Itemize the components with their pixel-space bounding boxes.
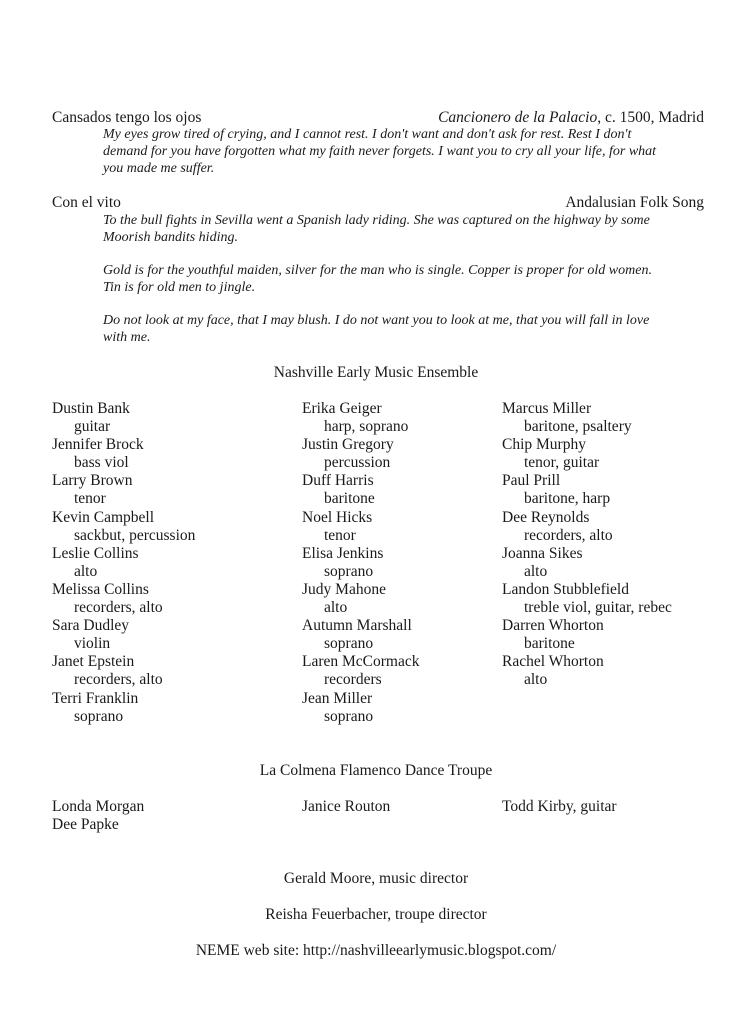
member-entry [52, 617, 195, 653]
member-role: baritone, psaltery [524, 418, 632, 435]
member-name: Jennifer Brock [52, 436, 144, 454]
ensemble-title: Nashville Early Music Ensemble [273, 364, 479, 381]
troupe-member: Janice Routon [302, 798, 391, 815]
member-role: alto [524, 562, 548, 580]
member-name: Sara Dudley [52, 617, 130, 635]
member-name: Leslie Collins [52, 544, 139, 562]
member-entry [302, 400, 420, 436]
member-role: soprano [324, 562, 374, 580]
member-entry [502, 653, 672, 689]
member-entry [52, 472, 195, 508]
member-entry [52, 690, 195, 726]
member-name: Joanna Sikes [502, 544, 583, 562]
member-name: Marcus Miller [502, 400, 592, 417]
member-entry [52, 400, 195, 436]
member-entry [52, 581, 195, 617]
member-entry [302, 690, 420, 726]
troupe-member: Todd Kirby, guitar [502, 798, 617, 815]
member-entry [52, 653, 195, 689]
website-credit: NEME web site: http://nashvilleearlymusic.blogspot.com/ [195, 942, 557, 959]
member-entry [52, 436, 195, 472]
troupe-member: Dee Papke [52, 816, 119, 833]
troupe-director-credit: Reisha Feuerbacher, troupe director [265, 906, 487, 923]
ensemble-column-1 [52, 400, 195, 726]
member-role: bass viol [74, 454, 129, 472]
member-entry [302, 472, 420, 508]
ensemble-column-3 [502, 400, 672, 690]
troupe-column-3 [502, 798, 617, 816]
member-name: Janet Epstein [52, 653, 135, 671]
member-name: Darren Whorton [502, 617, 604, 635]
member-role: guitar [74, 418, 111, 435]
troupe-title: La Colmena Flamenco Dance Troupe [259, 762, 493, 779]
member-role: recorders, alto [524, 526, 613, 544]
member-entry [302, 436, 420, 472]
music-director-credit: Gerald Moore, music director [283, 870, 469, 887]
member-role: recorders [324, 671, 382, 689]
member-name: Melissa Collins [52, 580, 149, 598]
member-role: alto [74, 562, 98, 580]
member-role: alto [324, 598, 348, 616]
song-2-source: Andalusian Folk Song [565, 194, 704, 211]
member-entry [302, 617, 420, 653]
member-name: Erika Geiger [302, 400, 382, 417]
member-role: harp, soprano [324, 418, 409, 435]
member-name: Elisa Jenkins [302, 544, 384, 562]
member-name: Dee Reynolds [502, 508, 590, 526]
song-2-stanza-1: To the bull fights in Sevilla went a Spanish lady riding. She was captured on the highway by some Moorish bandits hiding. [103, 213, 650, 245]
member-entry [502, 472, 672, 508]
member-name: Terri Franklin [52, 689, 139, 707]
member-role: soprano [324, 707, 374, 725]
song-1-source [438, 109, 704, 127]
song-2-title: Con el vito [52, 194, 121, 211]
member-entry [302, 509, 420, 545]
member-role: baritone [524, 635, 575, 653]
member-name: Noel Hicks [302, 508, 373, 526]
song-1-source-italic: Cancionero de la Palacio [438, 109, 598, 126]
ensemble-column-2 [302, 400, 420, 726]
member-role: baritone [324, 490, 375, 508]
member-name: Landon Stubblefield [502, 580, 629, 598]
member-entry [302, 653, 420, 689]
member-name: Laren McCormack [302, 653, 420, 671]
member-name: Autumn Marshall [302, 617, 412, 635]
member-role: tenor [324, 526, 356, 544]
member-role: baritone, harp [524, 490, 611, 508]
member-entry [502, 400, 672, 436]
member-role: soprano [324, 635, 374, 653]
song-1-source-rest: , c. 1500, Madrid [597, 109, 704, 126]
member-entry [502, 545, 672, 581]
member-name: Larry Brown [52, 472, 133, 490]
member-name: Paul Prill [502, 472, 561, 490]
member-entry [502, 581, 672, 617]
member-entry [302, 545, 420, 581]
member-name: Judy Mahone [302, 580, 386, 598]
member-name: Chip Murphy [502, 436, 586, 454]
member-role: sackbut, percussion [74, 526, 196, 544]
member-name: Kevin Campbell [52, 508, 155, 526]
troupe-column-2 [302, 798, 390, 816]
member-entry [302, 581, 420, 617]
troupe-column-1 [52, 798, 144, 834]
song-1-title: Cansados tengo los ojos [52, 109, 202, 126]
member-name: Justin Gregory [302, 436, 394, 454]
member-role: alto [524, 671, 548, 689]
member-entry [502, 617, 672, 653]
member-role: tenor [74, 490, 106, 508]
member-entry [502, 509, 672, 545]
member-entry [52, 509, 195, 545]
member-role: treble viol, guitar, rebec [524, 598, 672, 616]
song-2-header [52, 194, 704, 214]
song-2-stanza-2: Gold is for the youthful maiden, silver for the man who is single. Copper is proper for old women. Tin is for old men to jingle. [103, 263, 652, 295]
member-role: percussion [324, 454, 391, 472]
member-role: violin [74, 635, 111, 653]
song-2-stanza-3: Do not look at my face, that I may blush. I do not want you to look at me, that you will fall in love with me. [103, 313, 650, 345]
member-entry [52, 545, 195, 581]
member-role: tenor, guitar [524, 454, 600, 472]
member-role: recorders, alto [74, 671, 163, 689]
member-role: soprano [74, 707, 124, 725]
member-name: Jean Miller [302, 689, 373, 707]
member-name: Rachel Whorton [502, 653, 604, 671]
member-role: recorders, alto [74, 598, 163, 616]
troupe-member: Londa Morgan [52, 798, 145, 815]
song-1-translation: My eyes grow tired of crying, and I cannot rest. I don't want and don't ask for rest. Rest I don't demand for you have forgotten what my faith never forgets. I want you to cry all your life, for what you made me suffer. [103, 127, 657, 176]
member-name: Duff Harris [302, 472, 374, 490]
member-entry [502, 436, 672, 472]
member-name: Dustin Bank [52, 400, 130, 417]
